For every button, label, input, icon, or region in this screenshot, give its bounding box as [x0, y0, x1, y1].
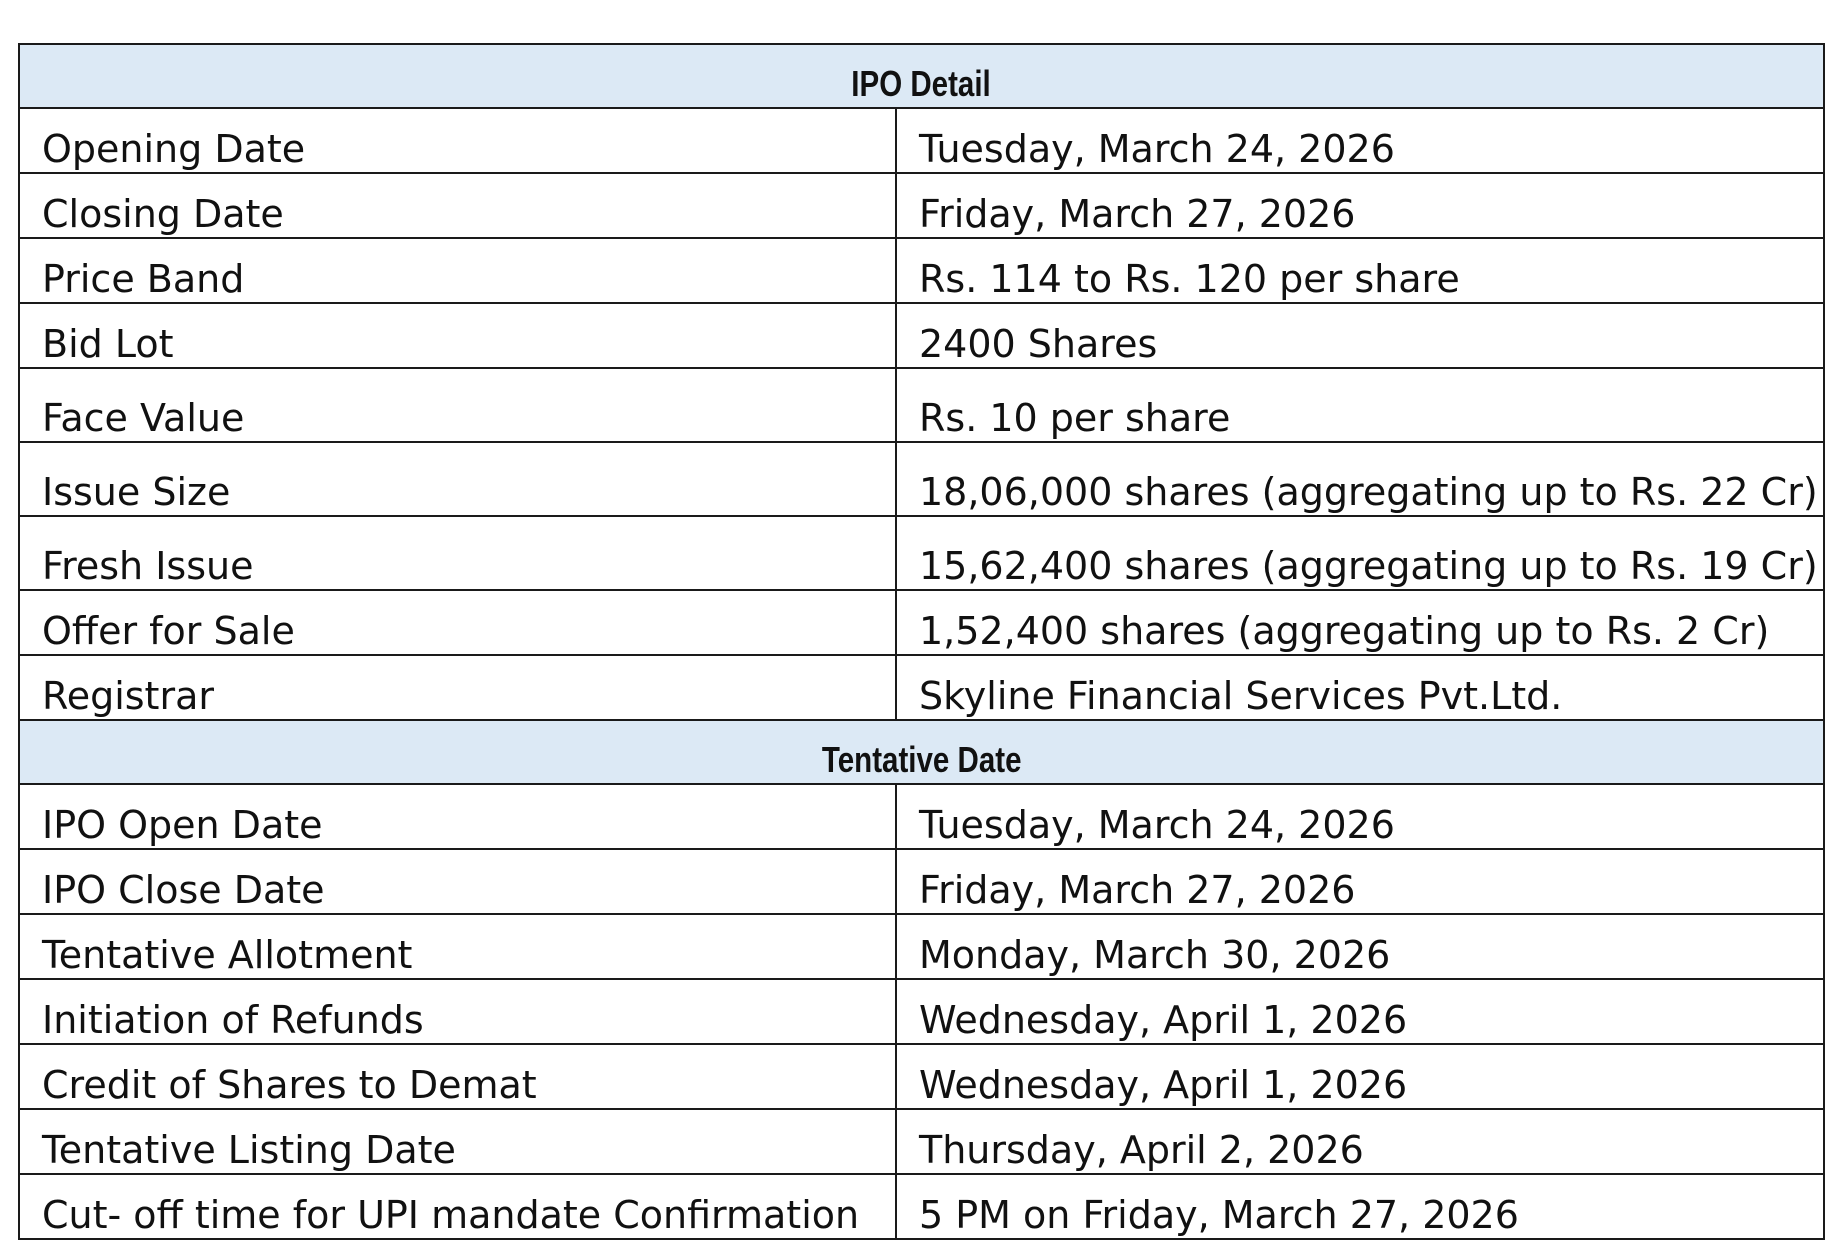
table-row — [19, 590, 1824, 655]
ipo-table — [18, 43, 1825, 1240]
row-label: Initiation of Refunds — [19, 979, 896, 1044]
row-value: 18,06,000 shares (aggregating up to Rs. 22 Cr) — [896, 442, 1824, 516]
section-header-row — [19, 720, 1824, 784]
row-label: Issue Size — [19, 442, 896, 516]
section-header-row — [19, 44, 1824, 108]
row-value: Skyline Financial Services Pvt.Ltd. — [896, 655, 1824, 720]
table-row — [19, 1044, 1824, 1109]
tentative-date-header: Tentative Date — [19, 720, 1824, 784]
table-row — [19, 914, 1824, 979]
row-value: 2400 Shares — [896, 303, 1824, 368]
row-label: IPO Open Date — [19, 784, 896, 849]
row-value: 15,62,400 shares (aggregating up to Rs. 19 Cr) — [896, 516, 1824, 590]
row-value: Rs. 10 per share — [896, 368, 1824, 442]
table-row — [19, 784, 1824, 849]
table-row — [19, 303, 1824, 368]
row-label: Tentative Allotment — [19, 914, 896, 979]
table-row — [19, 849, 1824, 914]
row-value: 1,52,400 shares (aggregating up to Rs. 2 Cr) — [896, 590, 1824, 655]
row-value: Friday, March 27, 2026 — [896, 173, 1824, 238]
table-row — [19, 655, 1824, 720]
table-row — [19, 979, 1824, 1044]
ipo-detail-header: IPO Detail — [19, 44, 1824, 108]
table-row — [19, 1174, 1824, 1239]
row-label: Registrar — [19, 655, 896, 720]
table-row — [19, 108, 1824, 173]
table-row — [19, 238, 1824, 303]
row-value: Wednesday, April 1, 2026 — [896, 1044, 1824, 1109]
row-value: 5 PM on Friday, March 27, 2026 — [896, 1174, 1824, 1239]
row-label: Face Value — [19, 368, 896, 442]
row-label: Cut- off time for UPI mandate Confirmation — [19, 1174, 896, 1239]
row-label: IPO Close Date — [19, 849, 896, 914]
row-value: Tuesday, March 24, 2026 — [896, 108, 1824, 173]
table-row — [19, 516, 1824, 590]
row-value: Monday, March 30, 2026 — [896, 914, 1824, 979]
row-value: Friday, March 27, 2026 — [896, 849, 1824, 914]
row-label: Offer for Sale — [19, 590, 896, 655]
table-row — [19, 368, 1824, 442]
row-label: Credit of Shares to Demat — [19, 1044, 896, 1109]
table-row — [19, 173, 1824, 238]
table-row — [19, 442, 1824, 516]
row-value: Wednesday, April 1, 2026 — [896, 979, 1824, 1044]
row-value: Thursday, April 2, 2026 — [896, 1109, 1824, 1174]
table-row — [19, 1109, 1824, 1174]
row-label: Price Band — [19, 238, 896, 303]
row-label: Opening Date — [19, 108, 896, 173]
row-value: Rs. 114 to Rs. 120 per share — [896, 238, 1824, 303]
row-label: Fresh Issue — [19, 516, 896, 590]
row-value: Tuesday, March 24, 2026 — [896, 784, 1824, 849]
row-label: Closing Date — [19, 173, 896, 238]
row-label: Bid Lot — [19, 303, 896, 368]
row-label: Tentative Listing Date — [19, 1109, 896, 1174]
